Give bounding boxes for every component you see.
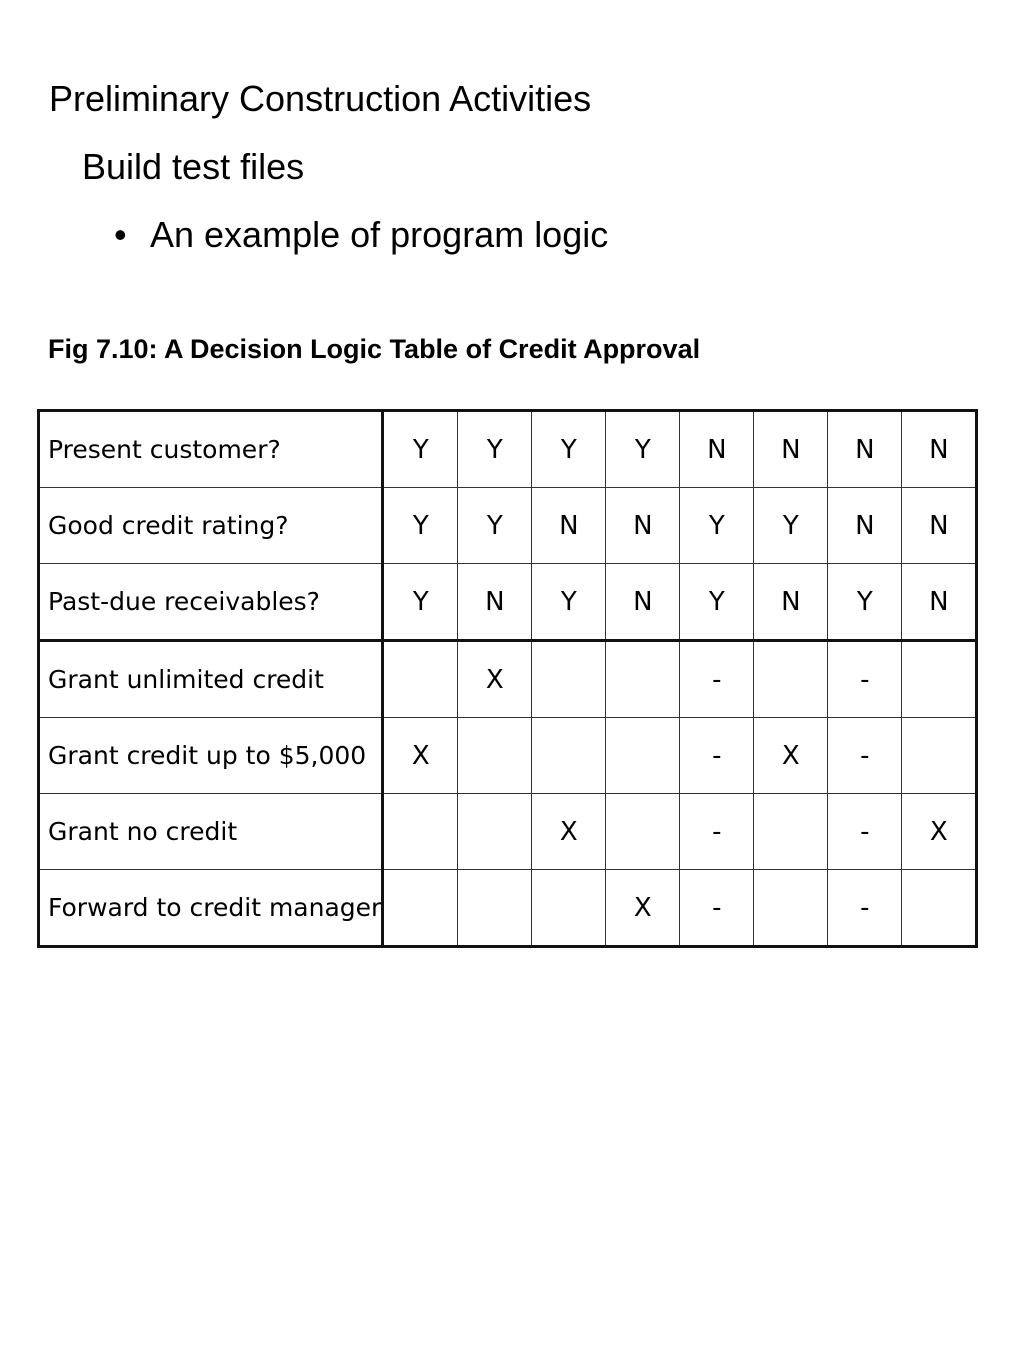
- rule-cell: [458, 718, 532, 794]
- action-row-label: Forward to credit manager: [39, 870, 383, 947]
- bullet-item: [114, 214, 608, 256]
- rule-cell: N: [606, 488, 680, 564]
- bullet-text: An example of program logic: [150, 214, 609, 255]
- rule-cell: X: [458, 641, 532, 718]
- rule-cell: [532, 641, 606, 718]
- rule-cell: [754, 794, 828, 870]
- bullet-marker: •: [114, 214, 127, 255]
- rule-cell: -: [680, 870, 754, 947]
- rule-cell: [383, 641, 458, 718]
- rule-cell: Y: [532, 564, 606, 641]
- rule-cell: -: [828, 641, 902, 718]
- rule-cell: Y: [532, 411, 606, 488]
- rule-cell: X: [902, 794, 977, 870]
- rule-cell: [532, 870, 606, 947]
- condition-row-label: Good credit rating?: [39, 488, 383, 564]
- rule-cell: -: [828, 718, 902, 794]
- rule-cell: [532, 718, 606, 794]
- action-row: [39, 718, 977, 794]
- rule-cell: [606, 718, 680, 794]
- slide-title: Preliminary Construction Activities: [49, 78, 592, 119]
- rule-cell: -: [828, 870, 902, 947]
- rule-cell: N: [828, 488, 902, 564]
- rule-cell: [754, 870, 828, 947]
- rule-cell: N: [680, 411, 754, 488]
- action-row-label: Grant no credit: [39, 794, 383, 870]
- rule-cell: -: [680, 794, 754, 870]
- rule-cell: [458, 794, 532, 870]
- rule-cell: [383, 870, 458, 947]
- condition-row-label: Present customer?: [39, 411, 383, 488]
- action-row: [39, 794, 977, 870]
- action-row-label: Grant unlimited credit: [39, 641, 383, 718]
- rule-cell: [902, 870, 977, 947]
- figure-caption: Fig 7.10: A Decision Logic Table of Credit Approval: [48, 334, 701, 364]
- rule-cell: N: [532, 488, 606, 564]
- rule-cell: N: [458, 564, 532, 641]
- condition-row-label: Past-due receivables?: [39, 564, 383, 641]
- condition-row: [39, 488, 977, 564]
- rule-cell: [458, 870, 532, 947]
- condition-row: [39, 411, 977, 488]
- rule-cell: [606, 794, 680, 870]
- rule-cell: [902, 718, 977, 794]
- rule-cell: Y: [458, 488, 532, 564]
- rule-cell: N: [606, 564, 680, 641]
- slide-subtitle: Build test files: [82, 146, 305, 187]
- action-row: [39, 641, 977, 718]
- rule-cell: N: [828, 411, 902, 488]
- action-row-label: Grant credit up to $5,000: [39, 718, 383, 794]
- rule-cell: X: [754, 718, 828, 794]
- rule-cell: [902, 641, 977, 718]
- rule-cell: X: [532, 794, 606, 870]
- rule-cell: [754, 641, 828, 718]
- rule-cell: Y: [680, 564, 754, 641]
- rule-cell: -: [680, 718, 754, 794]
- rule-cell: N: [902, 488, 977, 564]
- rule-cell: N: [754, 411, 828, 488]
- rule-cell: [383, 794, 458, 870]
- rule-cell: Y: [383, 411, 458, 488]
- action-row: [39, 870, 977, 947]
- rule-cell: N: [754, 564, 828, 641]
- rule-cell: Y: [680, 488, 754, 564]
- rule-cell: Y: [828, 564, 902, 641]
- decision-table-body: [39, 411, 977, 947]
- rule-cell: Y: [383, 488, 458, 564]
- rule-cell: N: [902, 564, 977, 641]
- rule-cell: Y: [383, 564, 458, 641]
- rule-cell: X: [383, 718, 458, 794]
- rule-cell: Y: [458, 411, 532, 488]
- rule-cell: X: [606, 870, 680, 947]
- decision-logic-table: [37, 409, 978, 948]
- rule-cell: Y: [606, 411, 680, 488]
- rule-cell: Y: [754, 488, 828, 564]
- rule-cell: -: [680, 641, 754, 718]
- condition-row: [39, 564, 977, 641]
- rule-cell: -: [828, 794, 902, 870]
- rule-cell: N: [902, 411, 977, 488]
- rule-cell: [606, 641, 680, 718]
